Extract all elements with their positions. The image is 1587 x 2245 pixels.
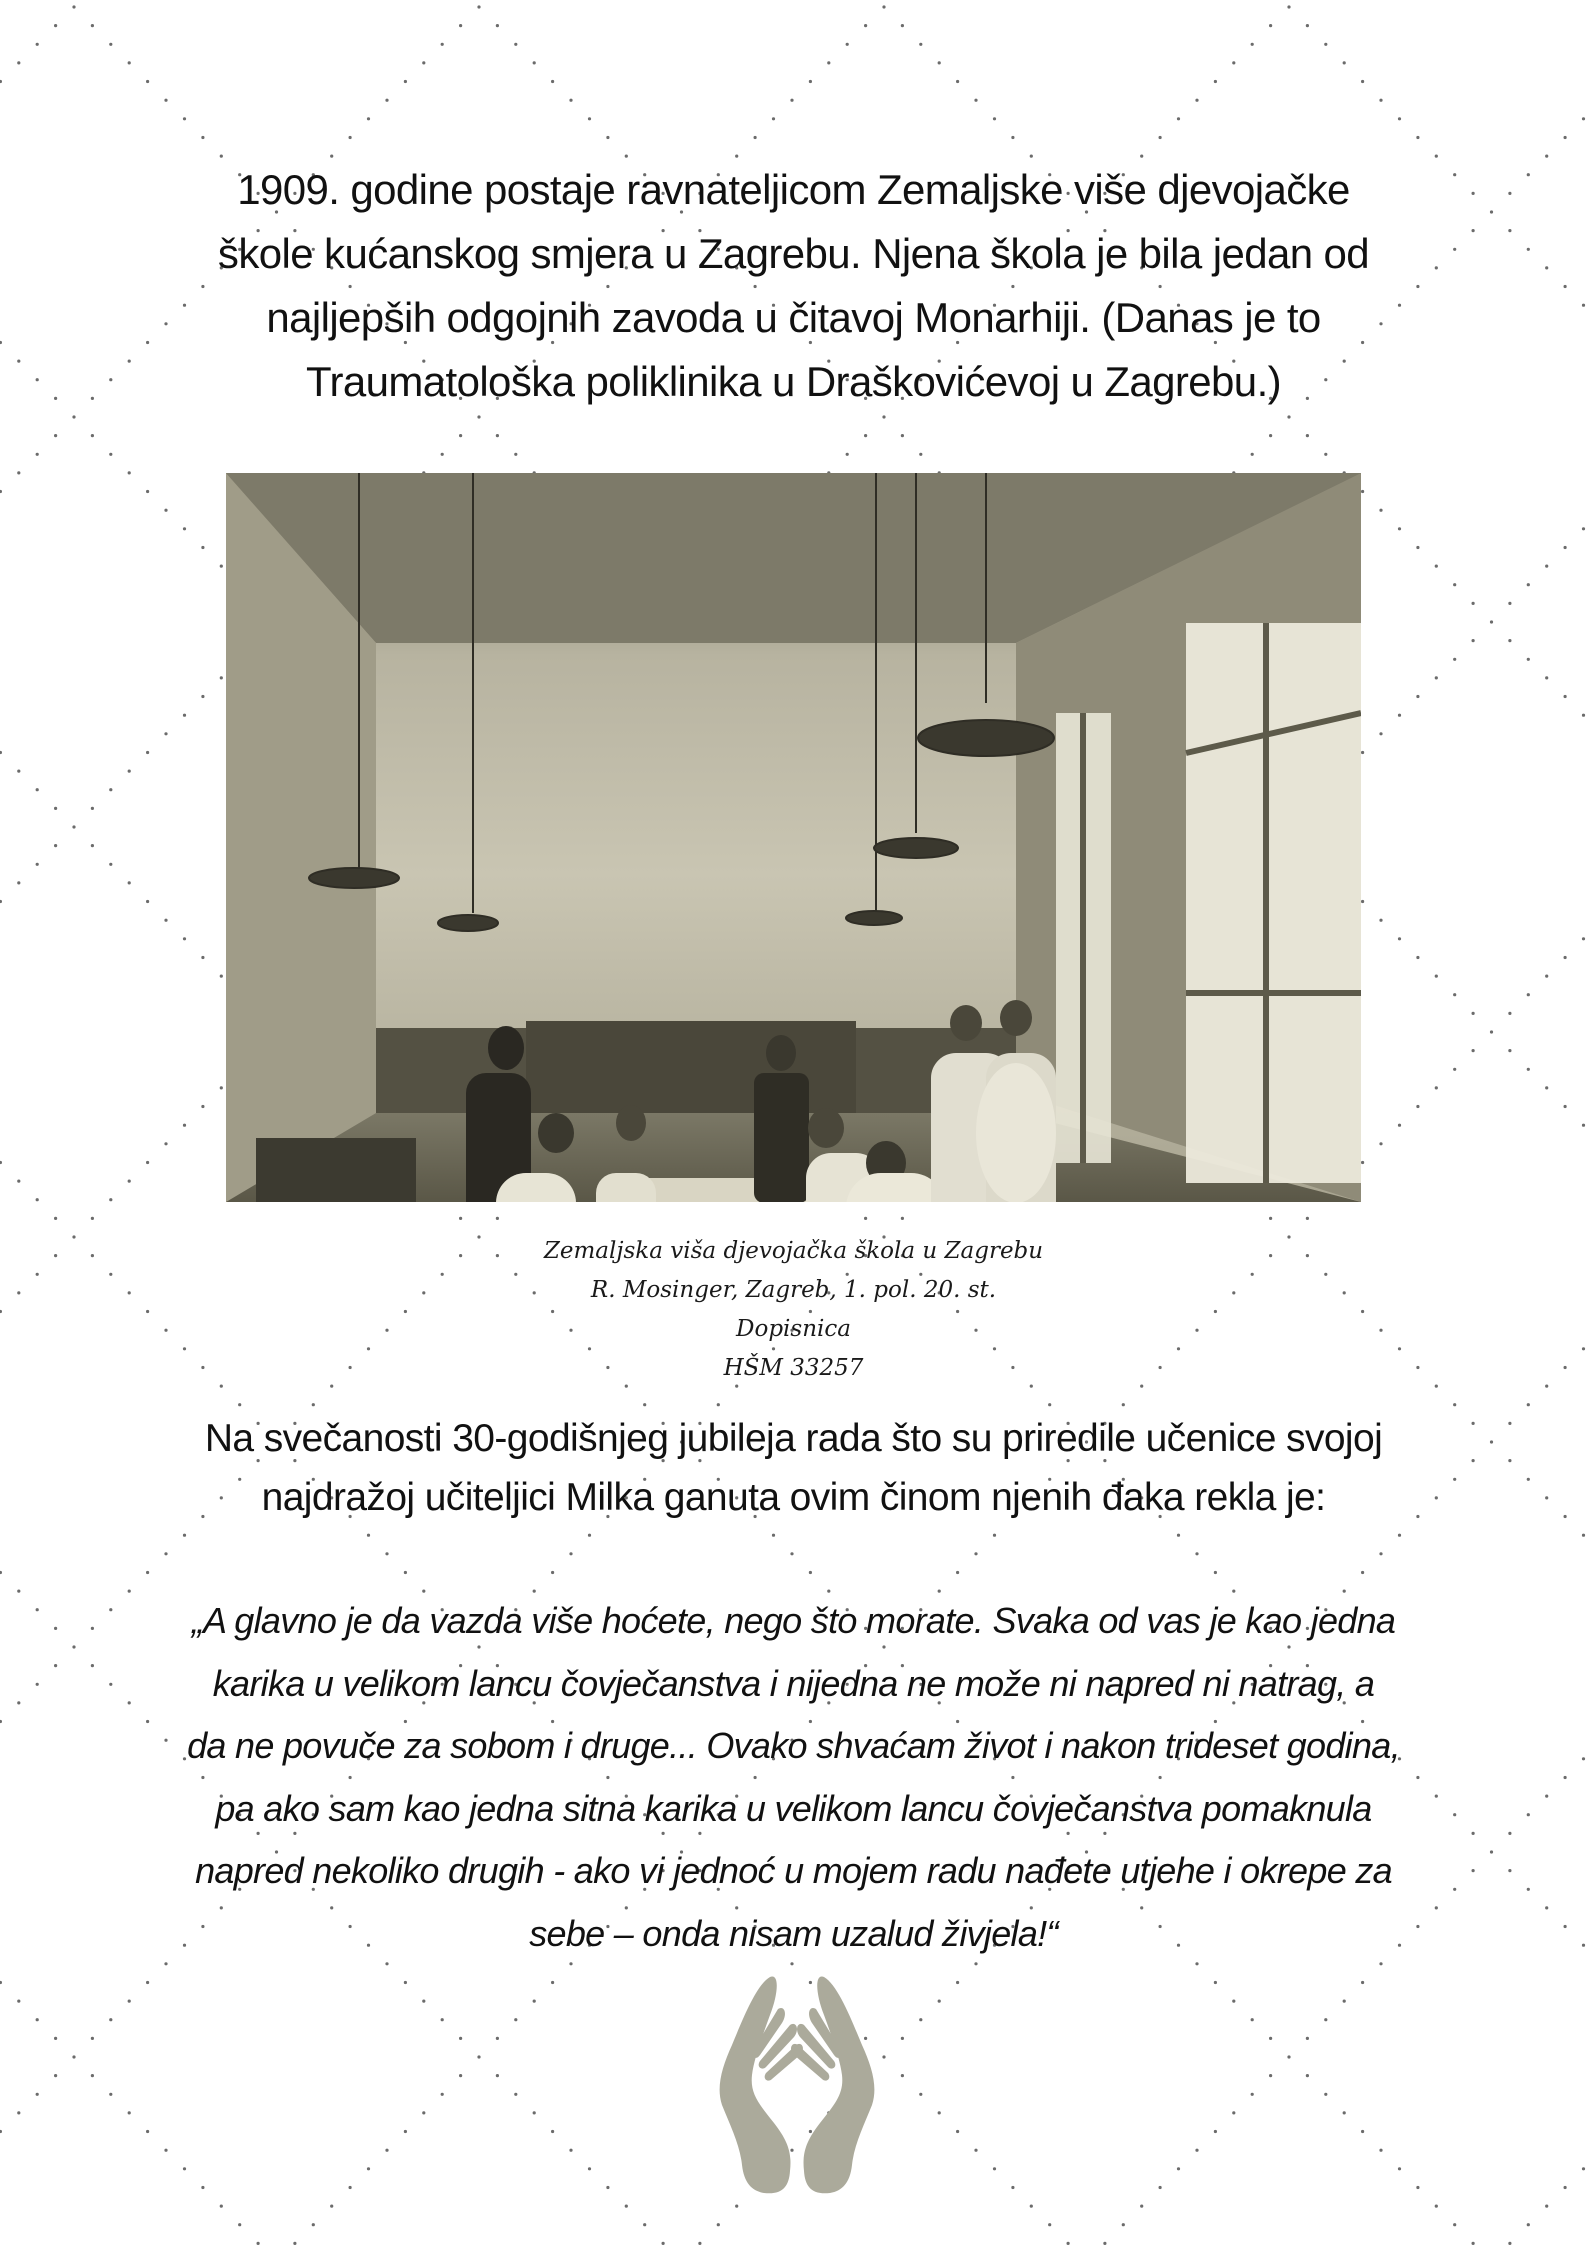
jubilee-paragraph bbox=[0, 1409, 1587, 1527]
caption-type: Dopisnica bbox=[736, 1316, 851, 1342]
intro-paragraph bbox=[0, 158, 1587, 414]
historical-classroom-photo bbox=[226, 473, 1361, 1202]
quote-line: sebe – onda nisam uzalud živjela!“ bbox=[529, 1912, 1058, 1954]
quote-line: „A glavno je da vazda više hoćete, nego što morate. Svaka od vas je kao jedna bbox=[191, 1600, 1396, 1641]
quote-line: karika u velikom lancu čovječanstva i nijedna ne može ni napred ni natrag, a bbox=[212, 1662, 1375, 1704]
caption-title: Zemaljska viša djevojačka škola u Zagrebu bbox=[543, 1238, 1044, 1264]
jubilee-line: Na svečanosti 30-godišnjeg jubileja rada što su priredile učenice svojoj bbox=[204, 1417, 1383, 1460]
caption-author: R. Mosinger, Zagreb, 1. pol. 20. st. bbox=[590, 1277, 997, 1303]
jubilee-line: najdražoj učiteljici Milka ganuta ovim činom njenih đaka rekla je: bbox=[261, 1476, 1326, 1519]
intro-line: Traumatološka poliklinika u Draškovićevoj u Zagrebu.) bbox=[305, 358, 1282, 405]
photo-caption bbox=[0, 1232, 1587, 1388]
quote-line: da ne povuče za sobom i druge... Ovako shvaćam život i nakon trideset godina, bbox=[187, 1725, 1400, 1766]
photograph-icon bbox=[226, 473, 1361, 1202]
intro-line: najljepših odgojnih zavoda u čitavoj Monarhiji. (Danas je to bbox=[266, 294, 1321, 341]
open-hands-icon bbox=[718, 1975, 876, 2197]
intro-line: škole kućanskog smjera u Zagrebu. Njena škola je bila jedan od bbox=[217, 230, 1370, 277]
quote-line: napred nekoliko drugih - ako vi jednoć u mojem radu nađete utjehe i okrepe za bbox=[195, 1850, 1392, 1891]
milka-quote bbox=[0, 1590, 1587, 1965]
intro-line: 1909. godine postaje ravnateljicom Zemaljske više djevojačke bbox=[237, 166, 1350, 213]
caption-inventory-number: HŠM 33257 bbox=[723, 1355, 864, 1381]
quote-line: pa ako sam kao jedna sitna karika u velikom lancu čovječanstva pomaknula bbox=[215, 1787, 1372, 1829]
